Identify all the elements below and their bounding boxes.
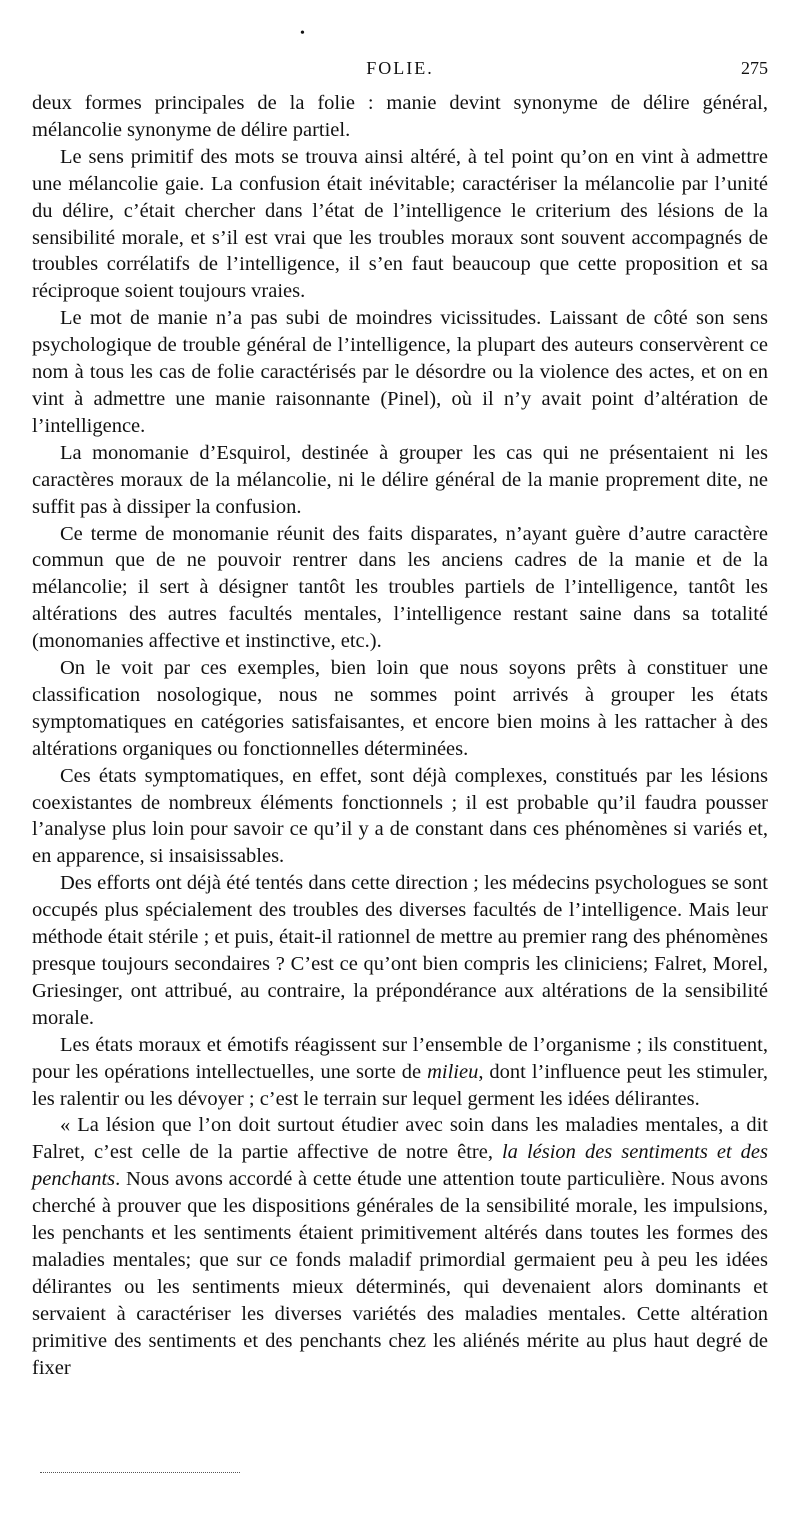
italic-term: milieu: [427, 1060, 479, 1083]
paragraph-milieu: [32, 1032, 768, 1113]
text-run: , dont l’influence peut les stimuler, les ralentir ou les dévoyer ; c’est le terrain sur lequel germent les idées délirantes.: [32, 1060, 768, 1110]
paragraph: deux formes principales de la folie : manie devint synonyme de délire général, mélancolie synonyme de délire partiel.: [32, 92, 768, 141]
italic-term: la lésion des sentiments et des penchants: [32, 1141, 768, 1191]
paragraph: Des efforts ont déjà été tentés dans cette direction ; les médecins psychologues se sont occupés plus spécialement des troubles des diverses facultés de l’intelligence. Mais leur méthode était stérile ; et puis, était-il rationnel de mettre au premier rang des phénomènes presque toujours secondaires ? C’est ce qu’ont bien compris les cliniciens; Falret, Morel, Griesinger, ont attribué, au contraire, la prépondérance aux altérations de la sensibilité morale.: [32, 872, 768, 1029]
paragraph: On le voit par ces exemples, bien loin que nous soyons prêts à constituer une classification nosologique, nous ne sommes point arrivés à grouper les états symptomatiques en catégories satisfaisantes, et encore bien moins à les rattacher à des altérations organiques ou fonctionnelles déterminées.: [32, 657, 768, 760]
paragraph: Le sens primitif des mots se trouva ainsi altéré, à tel point qu’on en vint à admettre une mélancolie gaie. La confusion était inévitable; caractériser la mélancolie par l’unité du délire, c’était chercher dans l’état de l’intelligence le criterium des lésions de la sensibilité morale, et s’il est vrai que les troubles moraux sont souvent accompagnés de troubles corrélatifs de l’intelligence, il s’en faut beaucoup que cette proposition et sa réciproque soient toujours vraies.: [32, 145, 768, 303]
body-text: [32, 90, 768, 1382]
printer-mark: •: [300, 26, 305, 41]
text-run: « La lésion que l’on doit surtout étudier avec soin dans les maladies mentales, a dit Falret, c’est celle de la partie affective de notre être,: [32, 1114, 768, 1164]
page-header: [32, 58, 768, 84]
paragraph-quote: [32, 1112, 768, 1381]
footer-rule: [40, 1472, 240, 1473]
paragraph: La monomanie d’Esquirol, destinée à grouper les cas qui ne présentaient ni les caractères moraux de la mélancolie, ni le délire général de la manie proprement dite, ne suffit pas à dissiper la confusion.: [32, 441, 768, 518]
book-page: [32, 0, 768, 1513]
text-run: . Nous avons accordé à cette étude une attention toute particulière. Nous avons cherché à prouver que les dispositions générales de la sensibilité morale, les impulsions, les penchants et les sentiments étaient primitivement altérés dans toutes les formes des maladies mentales; que sur ce fonds maladif primordial germaient peu à peu les idées délirantes ou les sentiments mieux déterminés, qui devenaient alors dominants et servaient à caractériser les diverses variétés des maladies mentales. Cette altération primitive des sentiments et des penchants chez les aliénés mérite au plus haut degré de fixer: [32, 1168, 768, 1379]
paragraph: Le mot de manie n’a pas subi de moindres vicissitudes. Laissant de côté son sens psychologique de trouble général de l’intelligence, la plupart des auteurs conservèrent ce nom à tous les cas de folie caractérisés par le désordre ou la violence des actes, et on en vint à admettre une manie raisonnante (Pinel), où il n’y avait point d’altération de l’intelligence.: [32, 307, 768, 437]
running-title: FOLIE.: [366, 58, 434, 78]
page-number: 275: [741, 58, 768, 78]
paragraph: Ce terme de monomanie réunit des faits disparates, n’ayant guère d’autre caractère commun que de ne pouvoir rentrer dans les anciens cadres de la manie et de la mélancolie; il sert à désigner tantôt les troubles partiels de l’intelligence, tantôt les altérations des autres facultés mentales, l’intelligence restant saine dans sa totalité (monomanies affective et instinctive, etc.).: [32, 522, 768, 653]
paragraph: Ces états symptomatiques, en effet, sont déjà complexes, constitués par les lésions coexistantes de nombreux éléments fonctionnels ; il est probable qu’il faudra pousser l’analyse plus loin pour savoir ce qu’il y a de constant dans ces phénomènes si variés et, en apparence, si insaisissables.: [32, 764, 768, 868]
text-run: Les états moraux et émotifs réagissent sur l’ensemble de l’organisme ; ils constituent, pour les opérations intellectuelles, une sorte de: [32, 1033, 768, 1083]
